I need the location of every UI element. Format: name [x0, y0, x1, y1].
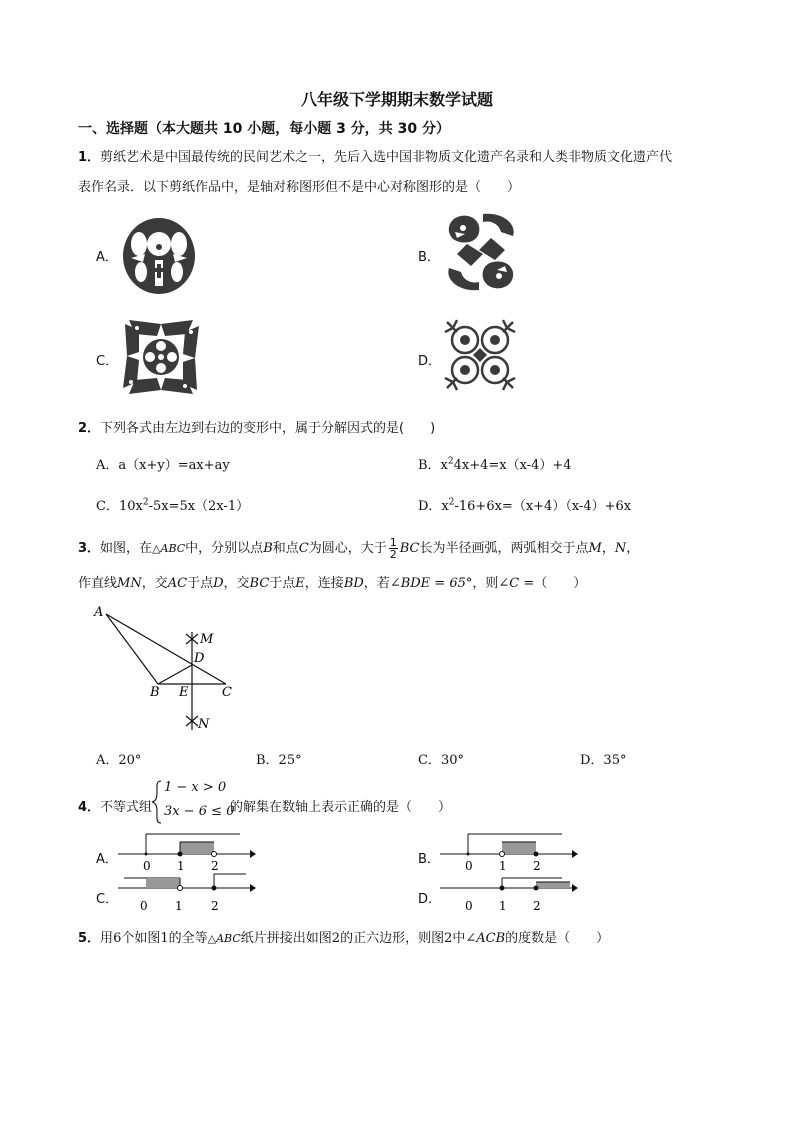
section-heading: 一、选择题（本大题共 10 小题，每小题 3 分，共 30 分） — [78, 121, 450, 137]
q3-l2e: 于点 — [269, 576, 296, 591]
q5-six: 6 — [113, 931, 122, 946]
q4-option-d-label[interactable]: D． — [418, 892, 442, 907]
papercut-swirl-icon — [443, 210, 519, 298]
q5-p4: 纸片拼接出如图 — [240, 931, 332, 946]
q4-ineq-2: 3x − 6 ≤ 0 — [164, 804, 235, 819]
q4-p2: 的解集在数轴上表示正确的是（ ） — [230, 800, 452, 815]
q3-l2g: ，若 — [363, 576, 390, 591]
q2-option-a[interactable]: A．a（x+y）=ax+ay — [96, 458, 230, 473]
q4-option-c-label[interactable]: C． — [96, 892, 119, 907]
q2-option-c-pre: C．10x — [96, 499, 143, 514]
q1-number: 1． — [78, 150, 101, 165]
q3-l2b: ，交 — [141, 576, 168, 591]
tick-2: 2 — [211, 899, 219, 913]
q1-option-a-label[interactable]: A． — [96, 250, 118, 265]
q5-p2: 个如图 — [121, 931, 161, 946]
tick-0: 0 — [143, 859, 151, 873]
q3-l2d: ，交 — [223, 576, 250, 591]
fig-label-d: D — [194, 651, 205, 666]
q5-p5: 的正六边形，则图 — [340, 931, 445, 946]
fig-label-n: N — [198, 717, 210, 732]
q2-stem — [78, 417, 435, 436]
q2-option-b-post: 4x+4=x（x-4）+4 — [453, 458, 572, 473]
q2-option-c[interactable] — [96, 495, 249, 514]
q4-brace — [151, 780, 163, 828]
q3-number: 3． — [78, 541, 101, 556]
tick-2: 2 — [533, 859, 541, 873]
q2-option-b-pre: B．x — [418, 458, 448, 473]
q3-ac: AC — [167, 576, 188, 591]
q3-l2f: ，连接 — [304, 576, 344, 591]
q3-p2: 中，分别以点 — [185, 541, 264, 556]
q2-number: 2． — [78, 421, 101, 436]
fig-label-m: M — [200, 632, 214, 647]
q3-frac-num: 1 — [389, 536, 397, 549]
tick-1: 1 — [177, 859, 185, 873]
q3-p3: 和点 — [272, 541, 299, 556]
tick-2: 2 — [533, 899, 541, 913]
q4-numberline-c — [118, 868, 258, 918]
q5-p6: 中 — [452, 931, 466, 946]
q3-comma: ， — [601, 541, 615, 556]
q3-figure — [90, 600, 250, 744]
q3-triangle: △ABC — [152, 542, 186, 555]
tick-1: 1 — [499, 899, 507, 913]
q5-angle: ∠ACB — [465, 931, 506, 946]
q4-option-b-label[interactable]: B． — [418, 852, 440, 867]
q3-p4: 为圆心，大于 — [308, 541, 387, 556]
tick-1: 1 — [175, 899, 183, 913]
q3-point-n: N — [614, 541, 627, 556]
q3-point-d: D — [213, 576, 224, 591]
q5-p7: 的度数是（ ） — [505, 931, 610, 946]
q3-point-e: E — [295, 576, 305, 591]
q1-text-2: 表作名录．以下剪纸作品中，是轴对称图形但不是中心对称图形的是（ ） — [78, 180, 521, 195]
q4-numberline-d — [440, 868, 580, 918]
q1-option-b-label[interactable]: B． — [418, 250, 440, 265]
tick-0: 0 — [140, 899, 148, 913]
q3-bd: BD — [343, 576, 364, 591]
q5-triangle: △ABC — [207, 932, 241, 945]
tick-2: 2 — [211, 859, 219, 873]
q2-option-d-post: -16+6x=（x+4）（x-4）+6x — [454, 499, 632, 514]
q2-option-c-post: -5x=5x（2x-1） — [148, 499, 250, 514]
q2-option-c-sup: 2 — [142, 497, 149, 508]
q3-bc2: BC — [249, 576, 270, 591]
segment-ab — [106, 614, 158, 684]
q3-l2a: 作直线 — [78, 576, 118, 591]
q3-fraction — [389, 537, 398, 560]
q3-l2h: ，则 — [472, 576, 499, 591]
fig-label-c: C — [222, 685, 232, 700]
fig-label-b: B — [150, 685, 160, 700]
q3-option-b[interactable]: B．25° — [256, 753, 302, 768]
q3-angle-bde: ∠BDE = 65° — [389, 576, 473, 591]
q3-point-c: C — [298, 541, 309, 556]
q5-number: 5． — [78, 931, 101, 946]
q2-option-d[interactable] — [418, 495, 631, 514]
q2-text: 下列各式由左边到右边的变形中，属于分解因式的是( ) — [100, 421, 436, 436]
q3-l2c: 于点 — [187, 576, 214, 591]
q3-point-m: M — [588, 541, 602, 556]
tick-0: 0 — [465, 899, 473, 913]
q1-option-c-label[interactable]: C． — [96, 354, 119, 369]
q3-p5: 长为半径画弧，两弧相交于点 — [419, 541, 589, 556]
papercut-flower-icon — [443, 318, 517, 396]
page-title: 八年级下学期期末数学试题 — [300, 90, 493, 109]
q3-option-c[interactable]: C．30° — [418, 753, 464, 768]
q4-p1: 不等式组 — [100, 800, 153, 815]
q3-line2 — [78, 572, 586, 591]
q3-p1: 如图，在 — [100, 541, 153, 556]
q4-stem-pre — [78, 796, 152, 815]
tick-1: 1 — [499, 859, 507, 873]
q5-stem — [78, 927, 609, 946]
q5-fig2b: 2 — [444, 931, 453, 946]
q3-line1 — [78, 537, 639, 560]
papercut-fish-icon — [121, 214, 197, 302]
segment-ac — [106, 614, 226, 684]
q3-frac-den: 2 — [389, 548, 397, 561]
segment-bd — [158, 665, 192, 684]
q2-option-b-sup: 2 — [447, 456, 454, 467]
q3-l2i: （ ） — [534, 576, 587, 591]
q3-p6: ， — [626, 541, 640, 556]
q2-option-d-pre: D．x — [418, 499, 449, 514]
q5-p3: 的全等 — [168, 931, 208, 946]
q5-fig1: 1 — [160, 931, 169, 946]
q3-option-a[interactable]: A．20° — [96, 753, 142, 768]
q3-angle-c: ∠C = — [498, 576, 535, 591]
q4-number: 4． — [78, 800, 101, 815]
fig-label-a: A — [94, 605, 104, 620]
q3-mn: MN — [117, 576, 142, 591]
tick-0: 0 — [465, 859, 473, 873]
q5-p1: 用 — [100, 931, 114, 946]
q3-bc: BC — [399, 541, 420, 556]
q1-option-d-label[interactable]: D． — [418, 354, 442, 369]
q1-text-1: 剪纸艺术是中国最传统的民间艺术之一，先后入选中国非物质文化遗产名录和人类非物质文化遗产代 — [100, 150, 673, 165]
q4-option-a-label[interactable]: A． — [96, 852, 118, 867]
q3-option-d[interactable]: D．35° — [580, 753, 627, 768]
q1-line1 — [78, 146, 672, 165]
q2-option-d-sup: 2 — [448, 497, 455, 508]
papercut-fish-square-icon — [121, 318, 201, 400]
q5-fig2: 2 — [331, 931, 341, 946]
q2-option-b[interactable] — [418, 454, 572, 473]
q3-point-b: B — [263, 541, 273, 556]
q4-ineq-1: 1 − x > 0 — [164, 780, 227, 795]
fig-label-e: E — [179, 685, 189, 700]
